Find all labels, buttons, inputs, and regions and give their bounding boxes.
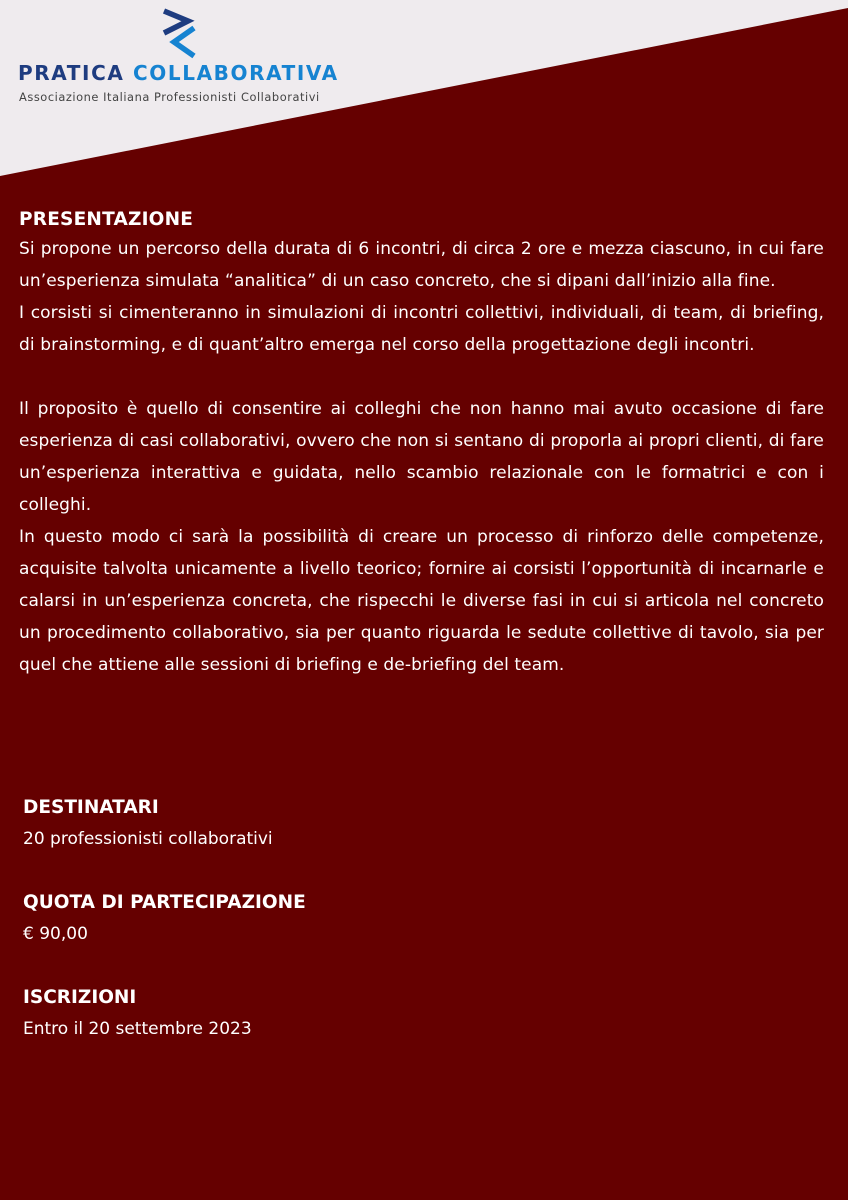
quota-value: € 90,00 — [23, 924, 88, 944]
presentation-paragraph-4: In questo modo ci sarà la possibilità di creare un processo di rinforzo delle competenze, acquisite talvolta unicamente a livello teorico; fornire ai corsisti l’opportunità di incarnarle e calarsi in un’esperienza concreta, che rispecchi le diverse fasi in cui si articola nel concreto un procedimento collaborativo, sia per quanto riguarda le sedute collettive di tavolo, sia per quel che attiene alle sessioni di briefing e de-briefing del team. — [19, 527, 824, 675]
logo-mark-icon — [158, 8, 218, 64]
logo-name — [18, 61, 339, 85]
iscrizioni-section — [23, 985, 623, 1043]
iscrizioni-title: ISCRIZIONI — [23, 987, 137, 1008]
presentation-title: PRESENTAZIONE — [19, 209, 194, 230]
destinatari-title: DESTINATARI — [23, 797, 159, 818]
quota-section — [23, 890, 623, 948]
presentation-paragraph-2: I corsisti si cimenteranno in simulazioni di incontri collettivi, individuali, di team, di briefing, di brainstorming, e di quant’altro emerga nel corso della progettazione degli incontri. — [19, 303, 824, 355]
destinatari-value: 20 professionisti collaborativi — [23, 829, 273, 849]
presentation-paragraph-1: Si propone un percorso della durata di 6 incontri, di circa 2 ore e mezza ciascuno, in cui fare un’esperienza simulata “analitica” di un caso concreto, che si dipani dall’inizio alla fine. — [19, 239, 824, 291]
destinatari-section — [23, 795, 623, 853]
presentation-paragraph-3: Il proposito è quello di consentire ai colleghi che non hanno mai avuto occasione di fare esperienza di casi collaborativi, ovvero che non si sentano di proporla ai propri clienti, di fare un’esperienza interattiva e guidata, nello scambio relazionale con le formatrici e con i colleghi. — [19, 399, 824, 515]
logo-subtitle: Associazione Italiana Professionisti Collaborativi — [19, 90, 320, 104]
logo-name-part2: COLLABORATIVA — [133, 61, 339, 85]
quota-title: QUOTA DI PARTECIPAZIONE — [23, 892, 306, 913]
organization-logo — [18, 8, 348, 108]
presentation-section — [19, 207, 824, 681]
logo-name-part1: PRATICA — [18, 61, 125, 85]
paragraph-gap — [19, 361, 824, 393]
iscrizioni-value: Entro il 20 settembre 2023 — [23, 1019, 252, 1039]
